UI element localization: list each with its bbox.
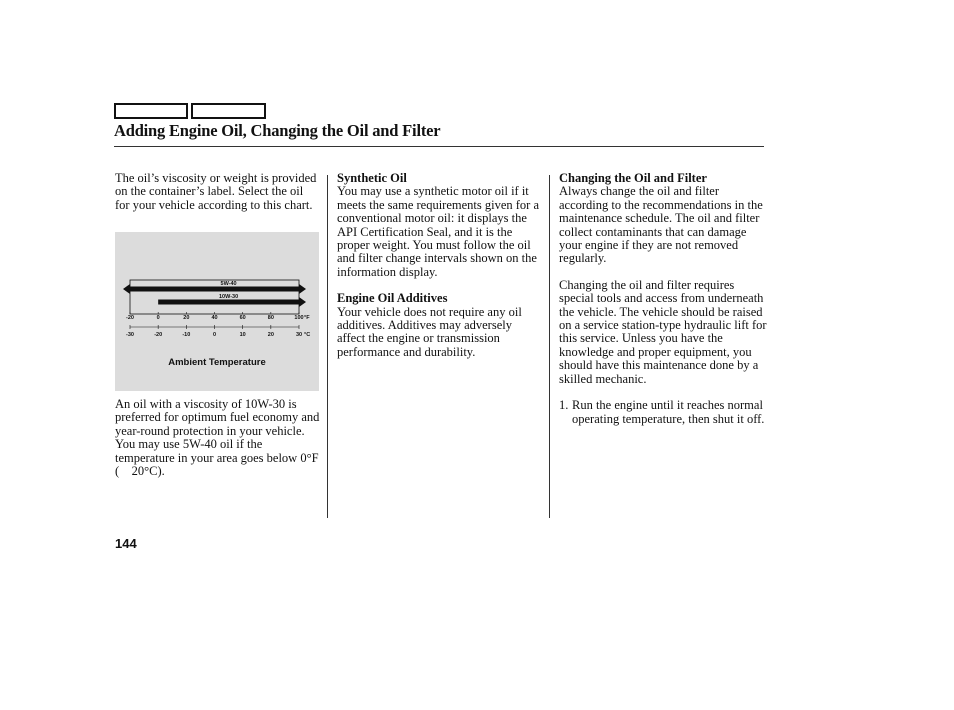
page-title: Adding Engine Oil, Changing the Oil and Filter <box>114 121 441 140</box>
fahrenheit-tick-label: 80 <box>267 315 274 321</box>
celsius-tick-label: -10 <box>182 332 191 338</box>
fahrenheit-tick-label: 100 <box>294 315 304 321</box>
column-divider-2 <box>549 175 550 518</box>
viscosity-chart <box>115 232 319 391</box>
column-divider-1 <box>327 175 328 518</box>
changing-oil-heading: Changing the Oil and Filter <box>559 171 707 185</box>
column-3 <box>559 172 769 426</box>
viscosity-bar <box>130 287 299 292</box>
column-2 <box>337 172 542 359</box>
celsius-tick-label: 10 <box>239 332 246 338</box>
fahrenheit-tick-label: -20 <box>126 315 134 321</box>
step-item <box>559 399 769 426</box>
fahrenheit-tick-label: 60 <box>239 315 246 321</box>
celsius-tick-label: 0 <box>212 332 217 338</box>
synthetic-oil-body: You may use a synthetic motor oil if it meets the same requirements given for a conventional motor oil: it displays the API Certification Seal, and it is the proper weight. You must follow the oil and filter change intervals shown on the information display. <box>337 184 540 279</box>
oil-additives-body: Your vehicle does not require any oil additives. Additives may adversely affect the engine or transmission performance and durability. <box>337 304 522 359</box>
viscosity-bar-label: 10W-30 <box>219 294 239 300</box>
fahrenheit-tick-label: 0 <box>156 315 160 321</box>
viscosity-recommendation <box>115 398 325 478</box>
changing-oil-para-1: Always change the oil and filter according to the recommendations in the maintenance schedule. The oil and filter collect contaminants that can damage your engine if they are not removed regularly. <box>559 184 763 266</box>
celsius-tick-label: -30 <box>126 332 134 338</box>
viscosity-bar-arrow-right <box>299 297 306 307</box>
viscosity-bar-arrow-right <box>299 284 306 294</box>
viscosity-intro: The oil’s viscosity or weight is provided on the container’s label. Select the oil for your vehicle according to this chart. <box>115 171 317 212</box>
synthetic-oil-heading: Synthetic Oil <box>337 171 407 185</box>
step-number: 1. <box>559 398 569 413</box>
viscosity-body: An oil with a viscosity of 10W-30 is preferred for optimum fuel economy and year-round protection in your vehicle. You may use 5W-40 oil if the temperature in your area goes below 0°F ( 20°C). <box>115 397 320 479</box>
viscosity-bar <box>158 300 299 305</box>
page-number: 144 <box>115 536 137 551</box>
chart-frame <box>130 280 299 314</box>
chart-caption: Ambient Temperature <box>168 357 266 368</box>
oil-additives-heading: Engine Oil Additives <box>337 291 448 306</box>
step-text: Run the engine until it reaches normal operating temperature, then shut it off. <box>572 398 765 426</box>
fahrenheit-unit: °F <box>304 315 310 321</box>
celsius-unit: °C <box>304 332 311 338</box>
changing-oil-para-2: Changing the oil and filter requires special tools and access from underneath the vehicle. The vehicle should be raised on a service station-type hydraulic lift for this service. Unless you have the knowledge and proper equipment, you should have this maintenance done by a skilled mechanic. <box>559 277 767 386</box>
viscosity-bar-label: 5W-40 <box>220 281 237 287</box>
celsius-tick-label: 20 <box>267 332 274 338</box>
fahrenheit-tick-label: 40 <box>211 315 218 321</box>
section-tab-2 <box>191 103 266 119</box>
celsius-tick-label: -20 <box>154 332 163 338</box>
viscosity-bar-arrow-left <box>123 284 130 294</box>
title-rule <box>114 146 764 147</box>
column-1 <box>115 172 320 212</box>
celsius-tick-label: 30 <box>295 332 303 338</box>
fahrenheit-tick-label: 20 <box>183 315 190 321</box>
section-tab-1 <box>114 103 188 119</box>
